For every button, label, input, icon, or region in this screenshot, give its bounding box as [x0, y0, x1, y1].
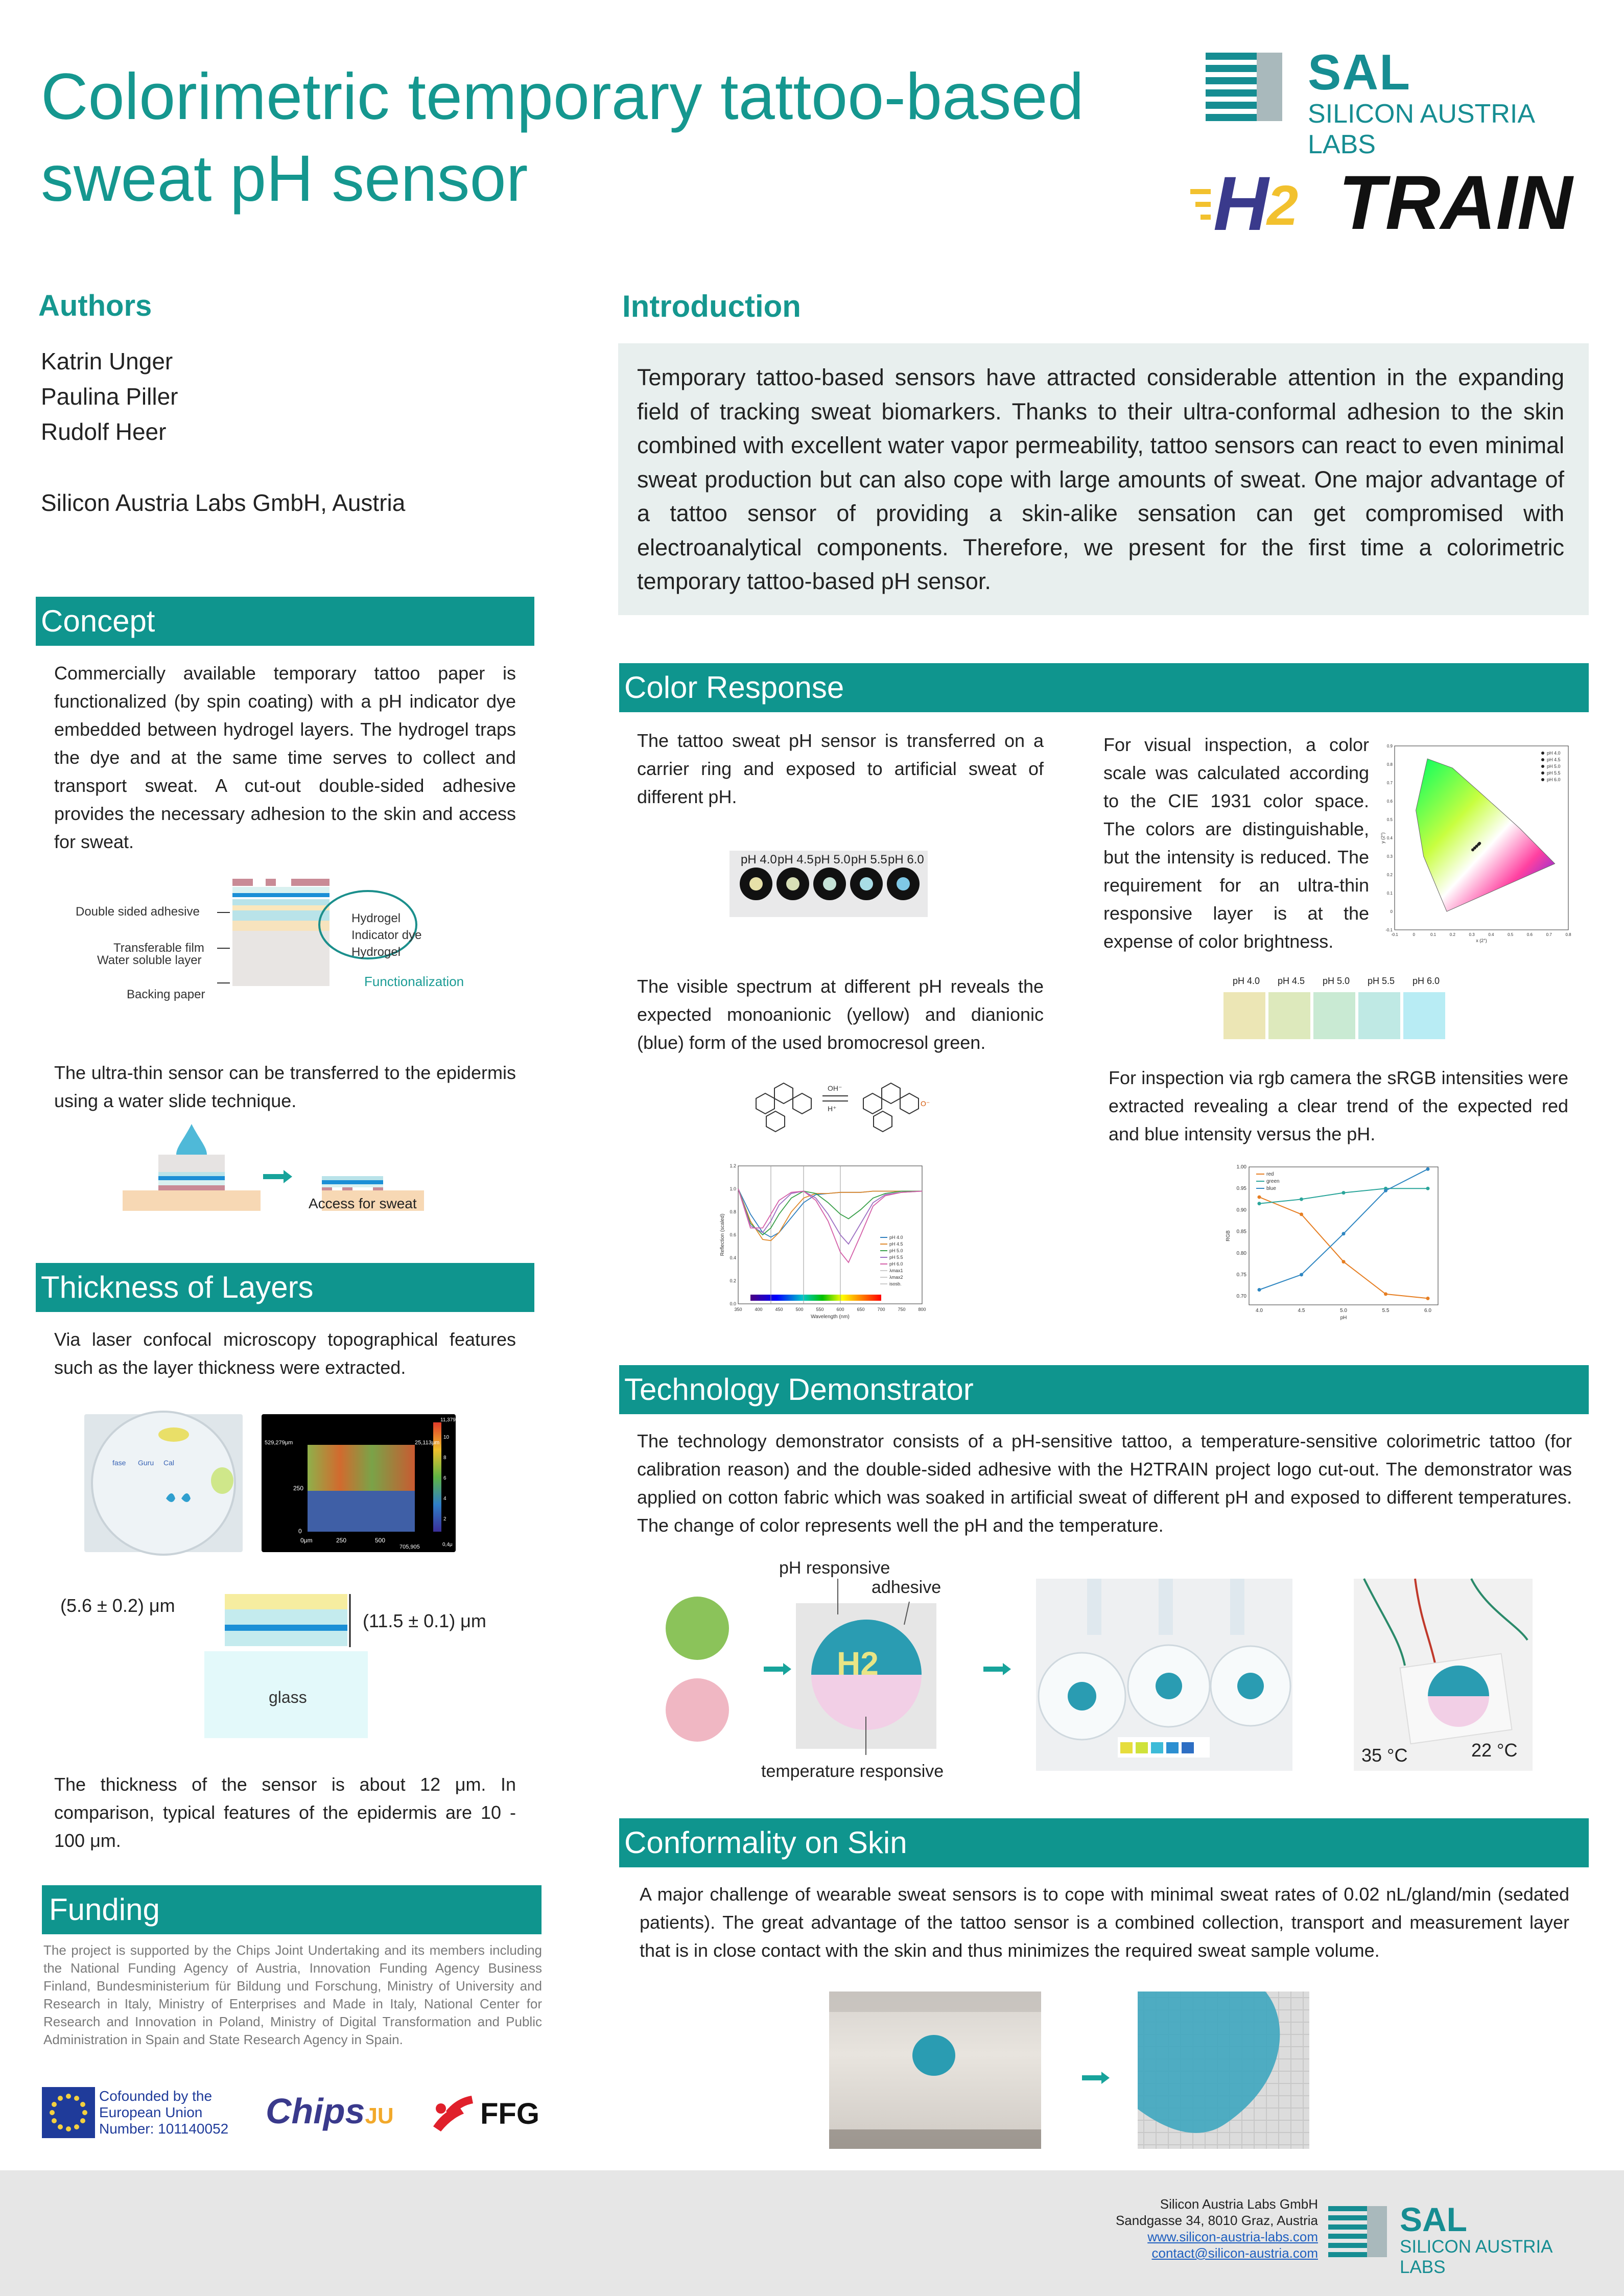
cie-xtick-7: 0.6: [1526, 932, 1533, 937]
cie-ytick-4: 0.3: [1386, 854, 1393, 859]
topo-y-zero: 0: [298, 1528, 302, 1535]
conformality-text: A major challenge of wearable sweat sensors is to cope with minimal sweat rates of 0.02 nL/gland/min (sedated patients). The great advantage of the tattoo sensor is a combined collection, transport and measurement layer that is in close contact with the skin and thus minimizes the required sweat sample volume.: [640, 1884, 1569, 1961]
spectrum-ytick-0: 0.0: [729, 1301, 736, 1306]
spectrum-ytick-6: 1.2: [729, 1163, 736, 1168]
spectrum-xlabel: Wavelength (nm): [811, 1314, 850, 1320]
cie-ytick-10: 0.9: [1386, 744, 1393, 748]
microscopy-topography-image: [262, 1414, 463, 1552]
ffg-wordmark: FFG: [480, 2097, 539, 2130]
cie-xtick-4: 0.3: [1469, 932, 1475, 937]
rgb-legend-label-1: green: [1266, 1179, 1280, 1184]
swatch-label-1: pH 4.0: [1233, 976, 1260, 986]
cie-xtick-6: 0.5: [1508, 932, 1514, 937]
color-response-heading: Color Response: [619, 663, 1589, 712]
cie-ytick-0: -0.1: [1385, 928, 1393, 932]
spectrum-xtick-7: 700: [877, 1307, 885, 1312]
concept-heading: Concept: [36, 597, 534, 646]
spectrum-series-line-0: [738, 1189, 922, 1237]
cie-legend-marker-3: [1541, 771, 1544, 775]
topo-y-mid: 250: [293, 1485, 304, 1492]
label-layer-total: (11.5 ± 0.1) μm: [363, 1610, 486, 1631]
chips-ju-logo: [266, 2091, 398, 2137]
title-line-2: sweat pH sensor: [41, 142, 528, 215]
ffg-mark-icon: [428, 2091, 474, 2137]
swatch-label-2: pH 4.5: [1278, 976, 1305, 986]
topo-scale-tick-8: 8: [443, 1455, 446, 1461]
color-response-text-3: For visual inspection, a color scale was calculated according to the CIE 1931 color space. The colors are distinguishable, but the intensity is reduced. The requirement for an ultra-thin responsive layer is at the expense of color brightness.: [1103, 734, 1369, 952]
footer-address: Sandgasse 34, 8010 Graz, Austria: [1115, 2213, 1318, 2228]
spectrum-rainbow-bar: [750, 1295, 881, 1301]
tech-demo-text: The technology demonstrator consists of a pH-sensitive tattoo, a temperature-sensitive colorimetric tattoo (for calibration reason) and the double-sided adhesive with the H2TRAIN project logo cut-out. The demonstrator was applied on cotton fabric which was soaked in artificial sweat of different pH and exposed to different temperatures. The change of color represents well the pH and the temperature.: [637, 1431, 1572, 1536]
spectrum-xtick-4: 550: [816, 1307, 824, 1312]
microscopy-sample-photo: [84, 1414, 243, 1552]
label-backing-paper: Backing paper: [127, 988, 205, 1001]
ring-label-5: pH 6.0: [888, 853, 924, 866]
swatch-label-3: pH 5.0: [1323, 976, 1350, 986]
rgb-point-green-4: [1426, 1187, 1430, 1190]
rgb-ytick-1: 0.75: [1236, 1272, 1246, 1278]
thickness-heading: Thickness of Layers: [36, 1263, 534, 1312]
ring-label-2: pH 4.5: [778, 853, 814, 866]
authors-heading: Authors: [38, 289, 152, 322]
cie-legend-marker-0: [1541, 752, 1544, 755]
arrow-2: [983, 1667, 1004, 1672]
label-temp-35: 35 °C: [1361, 1745, 1408, 1766]
spectrum-ytick-4: 0.8: [729, 1209, 736, 1214]
rgb-point-green-2: [1342, 1191, 1346, 1194]
cie-xtick-5: 0.4: [1488, 932, 1494, 937]
rgb-legend-label-0: red: [1266, 1172, 1274, 1177]
rgb-ylabel: RGB: [1226, 1230, 1231, 1241]
concept-text-2: The ultra-thin sensor can be transferred to the epidermis using a water slide technique.: [54, 1062, 516, 1111]
cie-legend-marker-4: [1541, 778, 1544, 781]
label-transferable-film: Transferable film: [113, 941, 204, 955]
footer-sal-short: SAL: [1400, 2200, 1467, 2238]
spectrum-xtick-5: 600: [836, 1307, 844, 1312]
thickness-text-1: Via laser confocal microscopy topographical features such as the layer thickness were extracted.: [54, 1329, 516, 1378]
ring-label-4: pH 5.5: [851, 853, 887, 866]
rgb-point-red-2: [1342, 1260, 1346, 1263]
rgb-xtick-2: 5.0: [1340, 1308, 1347, 1314]
petri-graphic: [1036, 1579, 1292, 1771]
sal-logo: [1206, 44, 1594, 159]
carrier-rings-photo: [729, 851, 928, 917]
rgb-ytick-6: 1.00: [1236, 1164, 1246, 1170]
spectrum-legend-label-4: pH 6.0: [889, 1261, 903, 1267]
cie-legend-marker-2: [1541, 765, 1544, 768]
h2train-train-text: TRAIN: [1338, 159, 1573, 245]
rgb-xtick-0: 4.0: [1256, 1308, 1263, 1314]
spectrum-xtick-1: 400: [755, 1307, 763, 1312]
demo-petri-photo: [1036, 1579, 1292, 1771]
cie-ytick-8: 0.7: [1386, 781, 1393, 785]
cie-xtick-9: 0.8: [1565, 932, 1571, 937]
swatch-ph-4-5: [1268, 992, 1310, 1039]
cie-xtick-3: 0.2: [1449, 932, 1455, 937]
svg-text:H2: H2: [837, 1645, 879, 1682]
eu-flag-icon: [42, 2087, 95, 2138]
author-name-2: Paulina Piller: [41, 383, 178, 410]
ring-label-3: pH 5.0: [814, 853, 851, 866]
rgb-xtick-3: 5.5: [1382, 1308, 1390, 1314]
rgb-point-blue-1: [1300, 1273, 1303, 1276]
topo-colorbar: [433, 1422, 441, 1532]
topo-scale-tick-10: 10: [443, 1435, 450, 1440]
funding-text: The project is supported by the Chips Joint Undertaking and its members including the National Funding Agency of Austria, Innovation Funding Agency Business Finland, Bundesministerium für Bildung und Forschung, Ministry of University and Research in Italy, Ministry of Enterprises and Made in Italy, National Center for Research and Innovation in Poland, Ministry of Digital Transformation and Public Administration in Spain and State Research Agency in Spain.: [43, 1942, 542, 2047]
cie-xtick-1: 0: [1413, 932, 1416, 937]
svg-text:fase: fase: [112, 1459, 126, 1467]
cie-point-4: [1471, 848, 1474, 851]
funding-heading: Funding: [42, 1885, 542, 1934]
rgb-point-green-0: [1258, 1202, 1261, 1205]
svg-text:H: H: [1213, 160, 1269, 246]
spectrum-chart: [718, 1160, 943, 1328]
svg-text:Guru: Guru: [138, 1459, 154, 1467]
tech-demo-heading: Technology Demonstrator: [619, 1365, 1589, 1414]
cie-ytick-3: 0.2: [1386, 873, 1393, 877]
svg-text:H⁺: H⁺: [828, 1105, 837, 1113]
rgb-ytick-2: 0.80: [1236, 1250, 1246, 1256]
cie-xlabel: x (2°): [1476, 938, 1487, 943]
skin-closeup-graphic: [1138, 1992, 1309, 2149]
spectrum-legend-extra-2: isosb.: [889, 1281, 902, 1286]
cie-ytick-2: 0.1: [1386, 891, 1393, 896]
cie-legend-label-3: pH 5.5: [1547, 770, 1561, 776]
topo-scale-bottom: 0,4μ: [442, 1542, 453, 1548]
rgb-ytick-4: 0.90: [1236, 1207, 1246, 1213]
ffg-logo: [428, 2091, 540, 2137]
rgb-chart-svg: [1223, 1160, 1448, 1333]
label-layer-thin: (5.6 ± 0.2) μm: [60, 1595, 175, 1616]
spectrum-ytick-1: 0.2: [729, 1278, 736, 1283]
rgb-frame: [1249, 1167, 1438, 1305]
topography-graphic: [262, 1414, 456, 1552]
eu-line-2: European Union: [99, 2104, 203, 2120]
spectrum-xtick-6: 650: [857, 1307, 865, 1312]
rgb-xtick-1: 4.5: [1298, 1308, 1305, 1314]
swatch-ph-6-0: [1403, 992, 1445, 1039]
cie-legend-label-4: pH 6.0: [1547, 777, 1561, 782]
rings-graphic: [729, 851, 928, 917]
topo-label-top-left: 529,279μm: [265, 1440, 293, 1446]
rgb-ytick-5: 0.95: [1236, 1186, 1246, 1192]
color-response-text-4: For inspection via rgb camera the sRGB intensities were extracted revealing a clear trend of the expected red and blue intensity versus the pH.: [1109, 1067, 1568, 1144]
svg-text:2: 2: [1267, 174, 1299, 237]
label-double-sided-adhesive: Double sided adhesive: [76, 905, 200, 919]
footer-sal-logo: [1328, 2200, 1594, 2277]
topo-label-top-right: 25,113μm: [415, 1440, 440, 1446]
swatch-ph-4-0: [1223, 992, 1265, 1039]
rgb-point-red-4: [1426, 1297, 1430, 1300]
spectrum-ylabel: Reflection (scaled): [720, 1213, 725, 1256]
label-glass: glass: [269, 1688, 307, 1706]
topo-x-end: 705,905: [399, 1544, 420, 1550]
rgb-point-red-1: [1300, 1212, 1303, 1216]
swatch-label-4: pH 5.5: [1368, 976, 1395, 986]
conformality-heading: Conformality on Skin: [619, 1818, 1589, 1867]
spectrum-legend-extra-0: λmax1: [889, 1268, 903, 1273]
author-name-1: Katrin Unger: [41, 348, 173, 374]
demo-pointer-lines: [817, 1579, 920, 1758]
topo-scale-tick-6: 6: [443, 1475, 446, 1481]
arrow-1: [764, 1667, 784, 1672]
cie-legend-label-0: pH 4.0: [1547, 751, 1561, 756]
topo-scale-top: 11,379μm: [440, 1417, 463, 1423]
footer-company: Silicon Austria Labs GmbH: [1160, 2196, 1318, 2212]
rgb-xlabel: pH: [1340, 1315, 1347, 1321]
poster-title: [41, 56, 1165, 220]
spectrum-ytick-3: 0.6: [729, 1232, 736, 1237]
topo-scale-tick-4: 4: [443, 1496, 446, 1502]
label-ph-responsive: pH responsive: [779, 1558, 890, 1578]
svg-text:OH⁻: OH⁻: [828, 1084, 842, 1092]
topo-x-2: 500: [375, 1537, 386, 1544]
color-response-text-2: The visible spectrum at different pH reveals the expected monoanionic (yellow) and dianionic (blue) form of the used bromocresol green.: [637, 976, 1044, 1053]
sample-discs-graphic: [664, 1595, 731, 1743]
swatch-label-5: pH 6.0: [1413, 976, 1440, 986]
chips-wordmark: Chips: [266, 2091, 365, 2131]
bromocresol-structures: [736, 1068, 940, 1134]
cie-chart: [1379, 736, 1579, 950]
cie-legend-marker-1: [1541, 758, 1544, 761]
label-hydrogel-2: Hydrogel: [351, 945, 401, 959]
cie-legend-label-1: pH 4.5: [1547, 757, 1561, 762]
cie-chart-svg: [1379, 736, 1579, 950]
topo-x-1: 250: [336, 1537, 347, 1544]
label-adhesive: adhesive: [872, 1578, 942, 1597]
spectrum-legend-label-1: pH 4.5: [889, 1241, 903, 1247]
spectrum-legend-label-2: pH 5.0: [889, 1248, 903, 1253]
eu-line-3: Number: 101140052: [99, 2121, 229, 2137]
color-response-text-1: The tattoo sweat pH sensor is transferred on a carrier ring and exposed to artificial sweat of different pH.: [637, 730, 1044, 807]
label-functionalization: Functionalization: [364, 974, 464, 989]
rgb-point-blue-0: [1258, 1288, 1261, 1292]
rgb-legend-label-2: blue: [1266, 1186, 1276, 1191]
petri-dish-graphic: [84, 1414, 243, 1552]
rgb-xtick-4: 6.0: [1424, 1308, 1431, 1314]
cie-ytick-5: 0.4: [1386, 836, 1393, 840]
swatch-ph-5-5: [1358, 992, 1400, 1039]
ju-wordmark: JU: [365, 2103, 394, 2128]
sal-stripes-icon: [1206, 49, 1298, 130]
footer-sal-long: SILICON AUSTRIA LABS: [1400, 2237, 1552, 2277]
rgb-point-blue-3: [1384, 1189, 1387, 1192]
cie-ytick-7: 0.6: [1386, 799, 1393, 804]
cie-legend-label-2: pH 5.0: [1547, 764, 1561, 769]
rgb-ytick-0: 0.70: [1236, 1294, 1246, 1300]
label-temperature-responsive: temperature responsive: [761, 1762, 944, 1781]
demo-sample-discs: [664, 1595, 731, 1743]
rgb-point-red-0: [1258, 1196, 1261, 1199]
footer-email-link[interactable]: contact@silicon-austria.com: [1151, 2245, 1318, 2261]
thickness-text-2: The thickness of the sensor is about 12 μm. In comparison, typical features of the epidermis are 10 - 100 μm.: [54, 1774, 516, 1851]
cie-ytick-9: 0.8: [1386, 762, 1393, 767]
introduction-heading: Introduction: [622, 289, 801, 323]
sal-logo-short: SAL: [1308, 44, 1411, 100]
skin-overview-graphic: [829, 1992, 1041, 2149]
cie-ylabel: y (2°): [1380, 832, 1385, 844]
topo-x-0: 0μm: [300, 1537, 313, 1544]
skin-photo-overview: [829, 1992, 1041, 2149]
spectrum-chart-svg: [718, 1160, 943, 1328]
ring-label-1: pH 4.0: [741, 853, 777, 866]
cie-xtick-8: 0.7: [1546, 932, 1552, 937]
spectrum-legend-label-3: pH 5.5: [889, 1255, 903, 1260]
author-affiliation: Silicon Austria Labs GmbH, Austria: [41, 489, 406, 516]
label-hydrogel-1: Hydrogel: [351, 911, 401, 925]
cie-ytick-1: 0: [1390, 909, 1393, 914]
rgb-point-blue-4: [1426, 1167, 1430, 1171]
rgb-point-green-1: [1300, 1198, 1303, 1201]
eu-logo: [42, 2087, 236, 2138]
h2train-logo: [1190, 153, 1589, 245]
rgb-ytick-3: 0.85: [1236, 1229, 1246, 1235]
rgb-point-red-3: [1384, 1292, 1387, 1296]
label-temp-22: 22 °C: [1471, 1740, 1518, 1761]
rgb-chart: [1223, 1160, 1448, 1333]
arrow-3: [1082, 2075, 1102, 2080]
skin-photo-closeup: [1138, 1992, 1309, 2149]
label-indicator-dye: Indicator dye: [351, 928, 422, 942]
label-access-for-sweat: Access for sweat: [309, 1196, 417, 1211]
spectrum-ytick-2: 0.4: [729, 1255, 736, 1260]
spectrum-ytick-5: 1.0: [729, 1186, 736, 1191]
spectrum-xtick-8: 750: [898, 1307, 906, 1312]
topo-scale-tick-2: 2: [443, 1516, 446, 1522]
spectrum-xtick-3: 500: [795, 1307, 804, 1312]
footer-sal-stripes-icon: [1328, 2203, 1390, 2259]
color-swatch-row: [1223, 976, 1448, 1042]
spectrum-xtick-2: 450: [775, 1307, 783, 1312]
spectrum-legend-label-0: pH 4.0: [889, 1235, 903, 1240]
eu-line-1: Cofounded by the: [99, 2088, 213, 2104]
introduction-text: Temporary tattoo-based sensors have attracted considerable attention in the expanding field of tracking sweat biomarkers. Thanks to their ultra-conformal adhesion to the skin combined with excellent water vapor permeability, tattoo sensors can react to even minimal sweat production but can also cope with large amounts of sweat. One major advantage of a tattoo sensor of providing a skin-alike sensation can get compromised with electroanalytical components. Therefore, we present for the first time a colorimetric temporary tattoo-based pH sensor.: [637, 364, 1564, 594]
label-water-soluble-layer: Water soluble layer: [97, 953, 202, 967]
layer-thickness-diagram: [204, 1594, 378, 1747]
spectrum-legend-extra-1: λmax2: [889, 1275, 903, 1280]
rgb-point-blue-2: [1342, 1232, 1346, 1235]
footer-web-link[interactable]: www.silicon-austria-labs.com: [1147, 2229, 1318, 2244]
svg-text:O⁻: O⁻: [921, 1099, 930, 1108]
author-name-3: Rudolf Heer: [41, 418, 167, 445]
spectrum-xtick-9: 800: [918, 1307, 926, 1312]
title-line-1: Colorimetric temporary tattoo-based: [41, 60, 1084, 133]
sal-logo-long: SILICON AUSTRIA LABS: [1308, 99, 1534, 159]
svg-text:Cal: Cal: [163, 1459, 175, 1467]
spectrum-xtick-0: 350: [734, 1307, 742, 1312]
swatch-ph-5-0: [1313, 992, 1355, 1039]
cie-xtick-2: 0.1: [1430, 932, 1437, 937]
cie-ytick-6: 0.5: [1386, 817, 1393, 822]
concept-text-1: Commercially available temporary tattoo paper is functionalized (by spin coating) with a pH indicator dye embedded between hydrogel layers. The hydrogel traps the dye and at the same time serves to collect and transport sweat. A cut-out double-sided adhesive provides the necessary adhesion to the skin and access for sweat.: [54, 663, 516, 852]
cie-xtick-0: -0.1: [1391, 932, 1398, 937]
